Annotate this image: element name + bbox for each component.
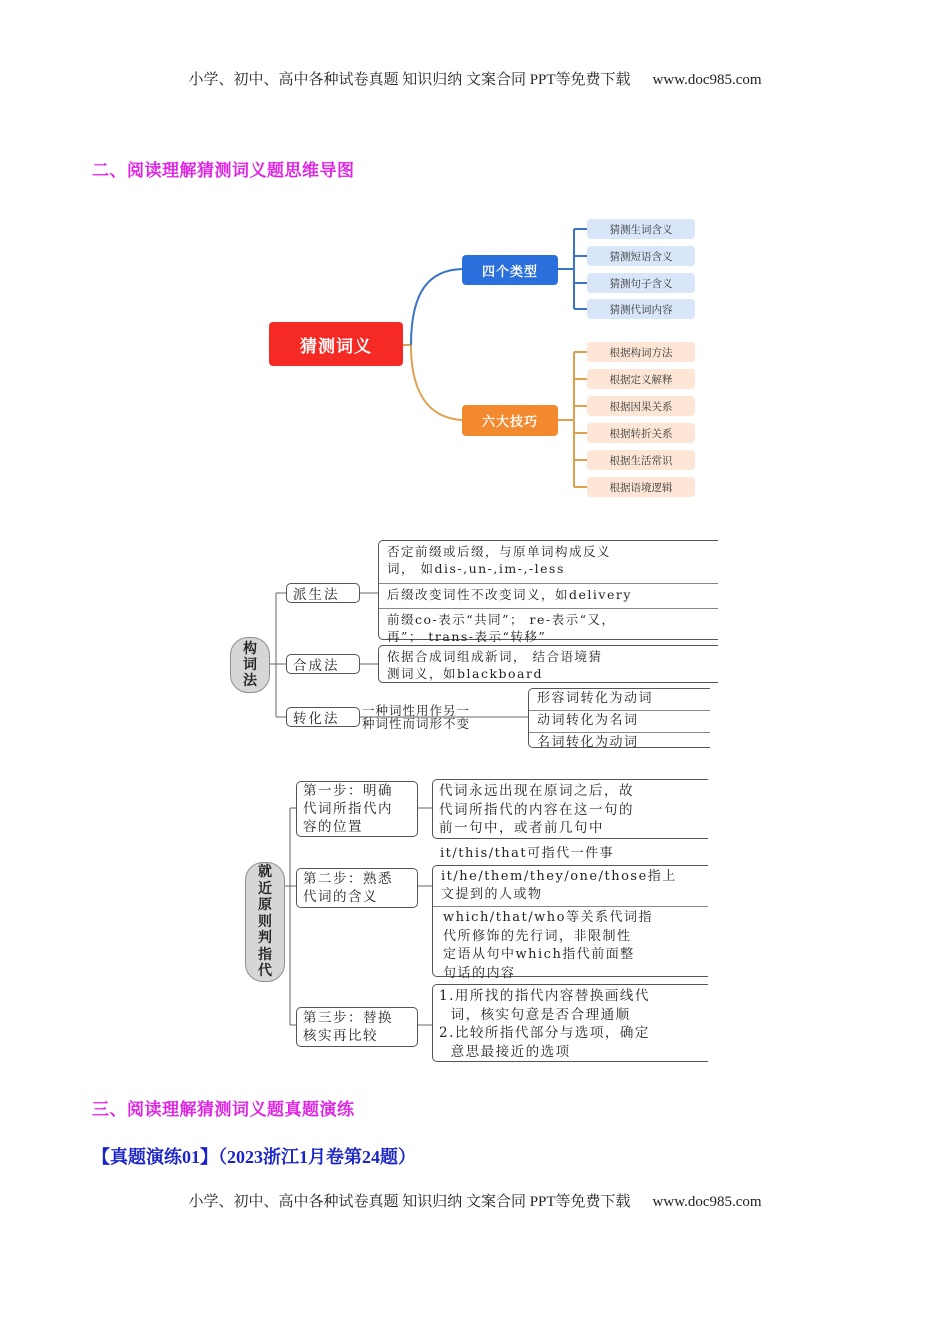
item-line: 词， 如dis-,un-,im-,-less	[387, 561, 565, 576]
step-2-detail-b	[433, 866, 708, 906]
leaf-node: 根据定义解释	[587, 369, 695, 389]
step-line: 代词所指代内	[303, 801, 393, 817]
step-line: 核实再比较	[303, 1028, 378, 1044]
detail-line: which/that/who等关系代词指	[443, 910, 653, 925]
step-2-detail-box	[432, 865, 708, 981]
item-line: 依据合成词组成新词， 结合语境猜	[387, 649, 603, 664]
step-2-node	[296, 868, 418, 908]
item-line: 前缀co-表示“共同”； re-表示“又，	[387, 612, 616, 627]
note-line: 一种词性用作另一	[362, 703, 471, 718]
leaf-node: 猜测句子含义	[587, 273, 695, 293]
leaf-node: 猜测短语含义	[587, 246, 695, 266]
section-title: 三、阅读理解猜测词义题真题演练	[92, 1100, 355, 1120]
item-line: 后缀改变词性不改变词义，如delivery	[387, 587, 632, 602]
item-line: 否定前缀或后缀，与原单词构成反义	[387, 544, 612, 559]
root-char: 法	[243, 673, 257, 689]
root-char: 原	[258, 897, 272, 914]
item-line: 形容词转化为动词	[537, 691, 654, 706]
item-line: 动词转化为名词	[537, 713, 639, 728]
step-2-detail-a	[440, 845, 614, 863]
step-2-detail-c	[433, 906, 708, 985]
leaf-node: 根据生活常识	[587, 450, 695, 470]
step-line: 第一步：明确	[303, 783, 393, 799]
detail-line: 前一句中，或者前几句中	[439, 820, 604, 836]
root-char: 代	[258, 963, 272, 980]
step-3-node	[296, 1007, 418, 1047]
section-title: 二、阅读理解猜测词义题思维导图	[92, 161, 355, 181]
root-char: 构	[243, 641, 257, 657]
branch-six-skills: 六大技巧	[462, 405, 558, 436]
root-char: 就	[258, 864, 272, 881]
root-pill-pronoun	[245, 862, 285, 982]
detail-line: it/he/them/they/one/those指上	[441, 869, 677, 884]
header-text: 小学、初中、高中各种试卷真题 知识归纳 文案合同 PPT等免费下载	[188, 72, 631, 88]
practice-title: 【真题演练01】（2023浙江1月卷第24题）	[92, 1147, 416, 1167]
detail-line: 意思最接近的选项	[439, 1043, 571, 1060]
header-site-link[interactable]: www.doc985.com	[652, 72, 762, 88]
step-1-detail	[432, 779, 708, 839]
leaf-node: 根据语境逻辑	[587, 477, 695, 497]
item-line: 再”； trans-表示“转移”	[387, 629, 547, 644]
page-footer	[0, 1190, 950, 1211]
branch-four-types: 四个类型	[462, 255, 558, 285]
footer-text: 小学、初中、高中各种试卷真题 知识归纳 文案合同 PPT等免费下载	[188, 1194, 631, 1210]
detail-line: 1.用所找的指代内容替换画线代	[439, 988, 650, 1004]
detail-line: 代词永远出现在原词之后，故	[439, 783, 634, 799]
item-line: 测词义，如blackboard	[387, 666, 543, 681]
node-conversion: 转化法	[286, 707, 360, 727]
detail-line: 2.比较所指代部分与选项，确定	[439, 1025, 650, 1041]
leaf-node: 猜测生词含义	[587, 219, 695, 239]
detail-line: 定语从句中which指代前面整	[443, 947, 635, 962]
root-char: 则	[258, 913, 272, 930]
note-line: 种词性而词形不变	[362, 716, 471, 731]
node-compounding: 合成法	[286, 654, 360, 674]
detail-line: 句话的内容	[443, 965, 516, 981]
leaf-node: 根据构词方法	[587, 342, 695, 362]
node-derivation: 派生法	[286, 583, 360, 603]
detail-line: 代所修饰的先行词，非限制性	[443, 928, 632, 944]
leaf-node: 根据因果关系	[587, 396, 695, 416]
step-line: 代词的含义	[303, 889, 378, 905]
root-char: 判	[258, 930, 272, 947]
root-char: 词	[243, 657, 257, 673]
detail-line: 文提到的人或物	[441, 887, 543, 902]
footer-site-link[interactable]: www.doc985.com	[652, 1194, 762, 1210]
step-line: 第二步：熟悉	[303, 871, 393, 887]
leaf-node: 猜测代词内容	[587, 299, 695, 319]
step-line: 容的位置	[303, 819, 363, 835]
root-char: 近	[258, 880, 272, 897]
step-1-node	[296, 781, 418, 837]
item-line: 名词转化为动词	[537, 735, 639, 750]
mindmap-root-node: 猜测词义	[269, 322, 403, 366]
leaf-node: 根据转折关系	[587, 423, 695, 443]
root-char: 指	[258, 946, 272, 963]
detail-line: 词，核实句意是否合理通顺	[439, 1006, 631, 1023]
step-3-detail	[432, 984, 708, 1062]
detail-line: it/this/that可指代一件事	[440, 846, 615, 861]
detail-line: 代词所指代的内容在这一句的	[439, 801, 634, 818]
step-line: 第三步：替换	[303, 1010, 393, 1026]
